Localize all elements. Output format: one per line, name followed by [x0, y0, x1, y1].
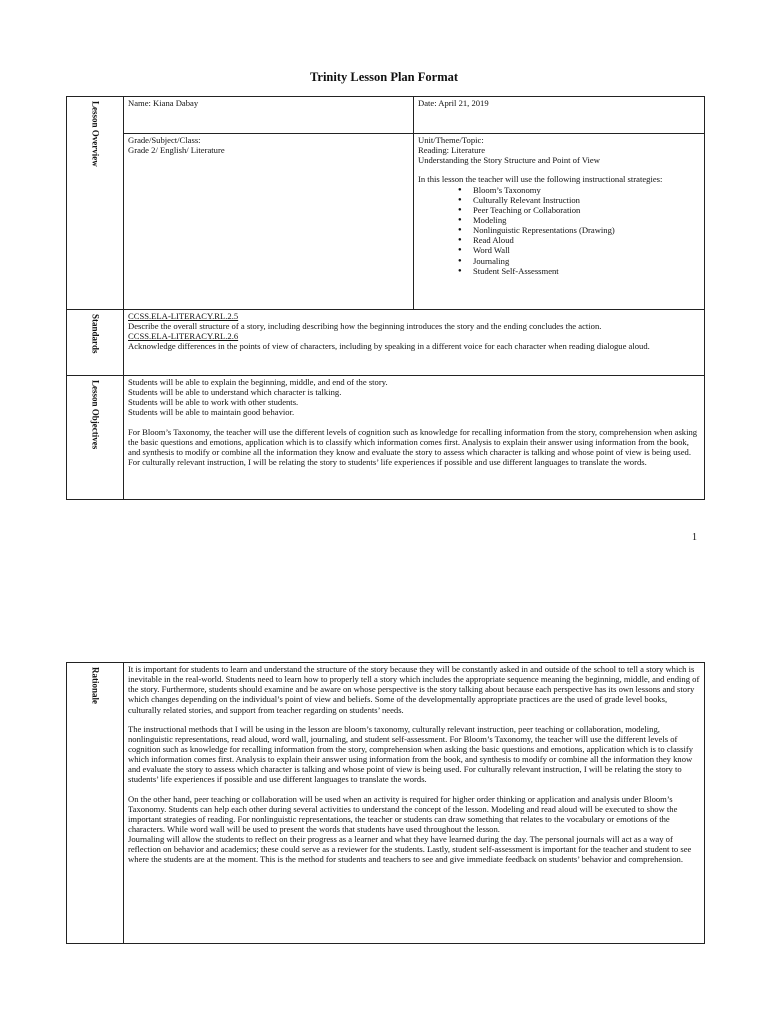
objectives-label: Lesson Objectives — [90, 380, 101, 450]
list-item: ● Student Self-Assessment — [458, 266, 700, 276]
grade-cell — [124, 134, 414, 310]
list-item: ● Bloom’s Taxonomy — [458, 185, 700, 195]
grade-value: Grade 2/ English/ Literature — [128, 145, 225, 156]
strategies-list — [418, 185, 700, 276]
unit-line-2: Understanding the Story Structure and Point of View — [418, 155, 600, 166]
overview-label: Lesson Overview — [90, 101, 101, 167]
standard-code-2: CCSS.ELA-LITERACY.RL.2.6 — [128, 331, 239, 342]
unit-cell — [414, 134, 705, 310]
objective-item: Students will be able to explain the beginning, middle, and end of the story. — [128, 377, 388, 387]
standard-text-1: Describe the overall structure of a story, including describing how the beginning introduces the story and the ending concludes the action. — [128, 321, 602, 332]
page-number: 1 — [692, 532, 697, 543]
objective-item: Students will be able to work with other students. — [128, 397, 299, 408]
objective-item: Students will be able to understand which character is talking. — [128, 387, 342, 398]
list-item: ● Culturally Relevant Instruction — [458, 195, 700, 205]
list-item: ● Modeling — [458, 215, 700, 225]
overview-label-cell — [67, 97, 124, 310]
list-item: ● Journaling — [458, 256, 700, 266]
rationale-table — [66, 662, 705, 944]
objectives-cell — [124, 376, 705, 500]
rationale-paragraph-1: It is important for students to learn and understand the structure of the story because they will be constantly asked in and outside of the school to tell a story which is inevitable in the real-world. Students need to learn how to properly tell a story which includes the appropriate sequence meaning the beginning, middle, and ending of the story. Furthermore, students should examine and be aware on whose perspective is the story talking about because each perspective has its own lessons and story which changes depending on the individual’s point of view and beliefs. Some of the developmentally appropriate practices are the used of grade level books, culturally related stories, and support from teacher regarding on students’ needs. — [128, 664, 700, 715]
unit-heading: Unit/Theme/Topic: — [418, 135, 484, 145]
list-item: ● Peer Teaching or Collaboration — [458, 205, 700, 215]
name-cell — [124, 97, 414, 134]
document-title: Trinity Lesson Plan Format — [309, 70, 459, 84]
standards-cell — [124, 310, 705, 376]
grade-heading: Grade/Subject/Class: — [128, 135, 201, 145]
rationale-label: Rationale — [90, 667, 101, 704]
standards-label: Standards — [90, 314, 101, 354]
rationale-paragraph-3: On the other hand, peer teaching or collaboration will be used when an activity is required for higher order thinking or application and analysis under Bloom’s Taxonomy. Students can help each other during several activities to understand the concept of the lesson. Modeling and read aloud will be executed to show the important strategies of reading. For nonlinguistic representations, the teacher or students can draw something that relates to the vocabulary or emotions of the characters. While word wall will be used to present the words that students have used throughout the lesson. — [128, 793, 678, 834]
standard-text-2: Acknowledge differences in the points of view of characters, including by speaking in a different voice for each character when reading dialogue aloud. — [128, 341, 650, 352]
rationale-cell — [124, 663, 705, 944]
list-item: ● Read Aloud — [458, 235, 700, 245]
list-item: ● Nonlinguistic Representations (Drawing) — [458, 225, 700, 235]
standard-code-1: CCSS.ELA-LITERACY.RL.2.5 — [128, 311, 239, 321]
unit-line-1: Reading: Literature — [418, 145, 486, 156]
rationale-paragraph-2: The instructional methods that I will be using in the lesson are bloom’s taxonomy, culturally relevant instruction, peer teaching or collaboration, modeling, nonlinguistic representations, read aloud, word wall, journaling, and student self-assessment. For Bloom’s Taxonomy, the teacher will use the different levels of cognition such as knowledge for recalling information from the story, comprehension when asking the basic questions and emotions, application which is to classify which information comes first. Analysis to explain their answer using information from the book, and synthesis to modify or combine all the information they know and evaluate the story to assess which character is talking and whose point of view is being used. For culturally relevant instruction, I will be relating the story to students’ life experiences if possible and use different languages to translate the words. — [128, 723, 694, 785]
strategies-intro: In this lesson the teacher will use the following instructional strategies: — [418, 174, 663, 185]
teacher-name: Name: Kiana Dabay — [128, 98, 199, 108]
date-cell — [414, 97, 705, 134]
rationale-label-cell — [67, 663, 124, 944]
objectives-paragraph: For Bloom’s Taxonomy, the teacher will use the different levels of cognition such as knowledge for recalling information from the story, comprehension when asking the basic questions and emotions, application which is to classify which information comes first. Analysis to explain their answer using information from the book, and synthesis to modify or combine all the information they know and evaluate the story to assess which character is talking and whose point of view is being used. For culturally relevant instruction, I will be relating the story to students’ life experiences if possible and use different languages to translate the words. — [128, 426, 698, 467]
lesson-plan-table — [66, 96, 705, 500]
standards-label-cell — [67, 310, 124, 376]
objectives-label-cell — [67, 376, 124, 500]
objective-item: Students will be able to maintain good behavior. — [128, 407, 295, 418]
list-item: ● Word Wall — [458, 245, 700, 255]
lesson-date: Date: April 21, 2019 — [418, 98, 489, 108]
rationale-paragraph-4: Journaling will allow the students to reflect on their progress as a learner and what they have learned during the day. The personal journals will act as a way of reflection on behavior and academics; these could serve as a reviewer for the students. Lastly, student self-assessment is important for the teacher and student to see where the students are at the moment. This is the method for students and teachers to see and give immediate feedback on students’ behavior and comprehension. — [128, 834, 692, 865]
